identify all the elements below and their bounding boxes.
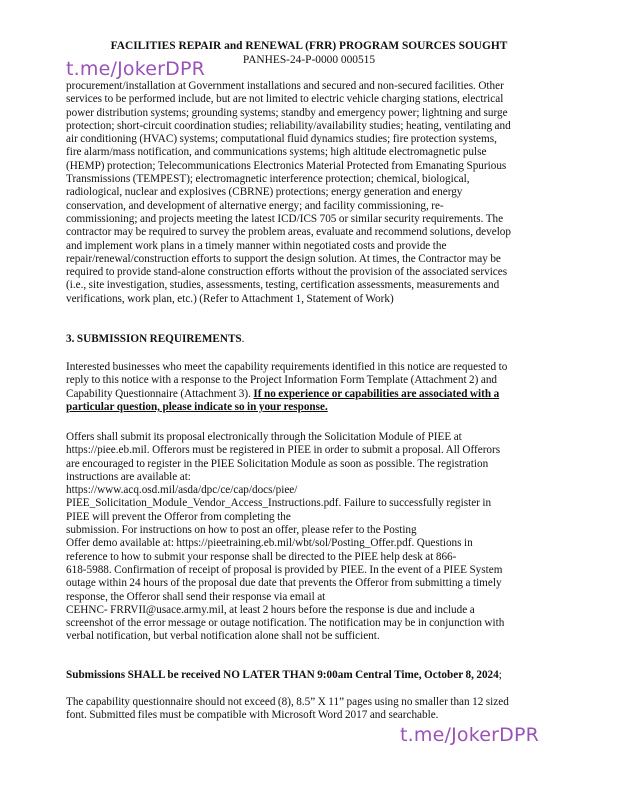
text-line: font. Submitted files must be compatible with Microsoft Word 2017 and searchable. bbox=[66, 709, 439, 722]
text-line: Capability Questionnaire (Attachment 3). bbox=[66, 387, 254, 400]
text-line: radiological, nuclear and explosives (CBRNE) protections; energy generation and energy bbox=[66, 186, 463, 199]
text-line: submission. For instructions on how to post an offer, please refer to the Posting bbox=[66, 524, 417, 537]
section-heading-period: . bbox=[241, 333, 245, 345]
text-line: Offers shall submit its proposal electronically through the Solicitation Module of PIEE at bbox=[66, 431, 462, 443]
text-line: commissioning; and projects meeting the latest ICD/ICS 705 or similar security requirements. The bbox=[66, 212, 504, 225]
text-line: PIEE_Solicitation_Module_Vendor_Access_Instructions.pdf. Failure to successfully register in bbox=[66, 497, 492, 510]
text-line: protection; short-circuit coordination studies; reliability/availability studies; heating, ventilating and bbox=[66, 119, 511, 132]
text-line: (HEMP) protection; Telecommunications Electronics Material Protected from Emanating Spurious bbox=[66, 159, 507, 172]
offers-paragraph bbox=[66, 431, 550, 644]
text-line: repair/renewal/construction efforts to support the design solution. At times, the Contractor may be bbox=[66, 252, 501, 265]
text-line: (i.e., site investigation, studies, assessments, testing, certification assessments, measurements and bbox=[66, 279, 500, 292]
text-line: reply to this notice with a response to the Project Information Form Template (Attachment 2) and bbox=[66, 374, 498, 387]
text-line: 618-5988. Confirmation of receipt of proposal is provided by PIEE. In the event of a PIEE System bbox=[66, 563, 503, 576]
text-line: fire alarm/mass notification, and communications systems; high altitude electromagnetic pulse bbox=[66, 146, 487, 159]
watermark-bottom: t.me/JokerDPR bbox=[400, 724, 540, 746]
text-line: https://piee.eb.mil. Offerors must be registered in PIEE in order to submit a proposal. All Offerors bbox=[66, 444, 501, 457]
emphasis-text: particular question, please indicate so in your response. bbox=[66, 400, 328, 413]
text-line: contractor may be required to survey the problem areas, evaluate and recommend solutions, develop bbox=[66, 226, 511, 239]
text-line: power distribution systems; grounding systems; standby and emergency power; lightning and surge bbox=[66, 106, 508, 119]
watermark-top: t.me/JokerDPR bbox=[66, 58, 206, 80]
text-line: procurement/installation at Government installations and secured and non-secured facilities. Other bbox=[66, 80, 504, 92]
text-line: screenshot of the error message or outage notification. The notification may be in conjunction with bbox=[66, 617, 505, 630]
text-line: verifications, work plan, etc.) (Refer to Attachment 1, Statement of Work) bbox=[66, 292, 394, 305]
text-line: response, the Offeror shall send their response via email at bbox=[66, 590, 326, 603]
scope-paragraph bbox=[66, 80, 550, 306]
text-line: instructions are available at: bbox=[66, 470, 191, 483]
capability-paragraph bbox=[66, 696, 550, 723]
section-heading bbox=[66, 333, 550, 346]
document-title: FACILITIES REPAIR and RENEWAL (FRR) PROGRAM SOURCES SOUGHT bbox=[110, 40, 508, 52]
text-line: conservation, and development of alternative energy; and facility commissioning, re- bbox=[66, 199, 444, 212]
solicitation-number: PANHES-24-P-0000 000515 bbox=[242, 54, 376, 66]
text-line: Transmissions (TEMPEST); electromagnetic interference protection; chemical, biological, bbox=[66, 173, 470, 186]
text-line: https://www.acq.osd.mil/asda/dpc/ce/cap/docs/piee/ bbox=[66, 484, 298, 497]
text-line: required to provide stand-alone construction efforts without the provision of the associated services bbox=[66, 266, 508, 279]
emphasis-text: If no experience or capabilities are associated with a bbox=[253, 387, 500, 400]
text-line: outage within 24 hours of the proposal due date that prevents the Offeror from submitting a timely bbox=[66, 577, 502, 590]
text-line: PIEE will prevent the Offeror from completing the bbox=[66, 510, 291, 523]
text-line: services to be performed include, but are not limited to electric vehicle charging stations, electrical bbox=[66, 93, 504, 106]
deadline-text: Submissions SHALL be received NO LATER THAN 9:00am Central Time, October 8, 2024 bbox=[66, 669, 499, 681]
text-line: air conditioning (HVAC) systems; computational fluid dynamics studies; fire protection systems, bbox=[66, 133, 497, 146]
text-line: CEHNC- FRRVII@usace.army.mil, at least 2 hours before the response is due and include a bbox=[66, 603, 475, 616]
section-heading-text: 3. SUBMISSION REQUIREMENTS bbox=[66, 333, 242, 345]
interested-paragraph bbox=[66, 361, 550, 414]
deadline-tail: ; bbox=[498, 669, 502, 681]
text-line: Offer demo available at: https://pieetraining.eb.mil/wbt/sol/Posting_Offer.pdf. Questions in bbox=[66, 537, 473, 550]
deadline-paragraph bbox=[66, 669, 550, 682]
text-line: Interested businesses who meet the capability requirements identified in this notice are requested to bbox=[66, 361, 508, 373]
text-line: The capability questionnaire should not exceed (8), 8.5” X 11” pages using no smaller than 12 sized bbox=[66, 696, 509, 708]
text-line: reference to how to submit your response shall be directed to the PIEE help desk at 866- bbox=[66, 550, 457, 563]
text-line: verbal notification, but verbal notification alone shall not be sufficient. bbox=[66, 630, 380, 643]
text-line: are encouraged to register in the PIEE Solicitation Module as soon as possible. The registration bbox=[66, 457, 489, 470]
text-line: and implement work plans in a timely manner within negotiated costs and provide the bbox=[66, 239, 447, 252]
